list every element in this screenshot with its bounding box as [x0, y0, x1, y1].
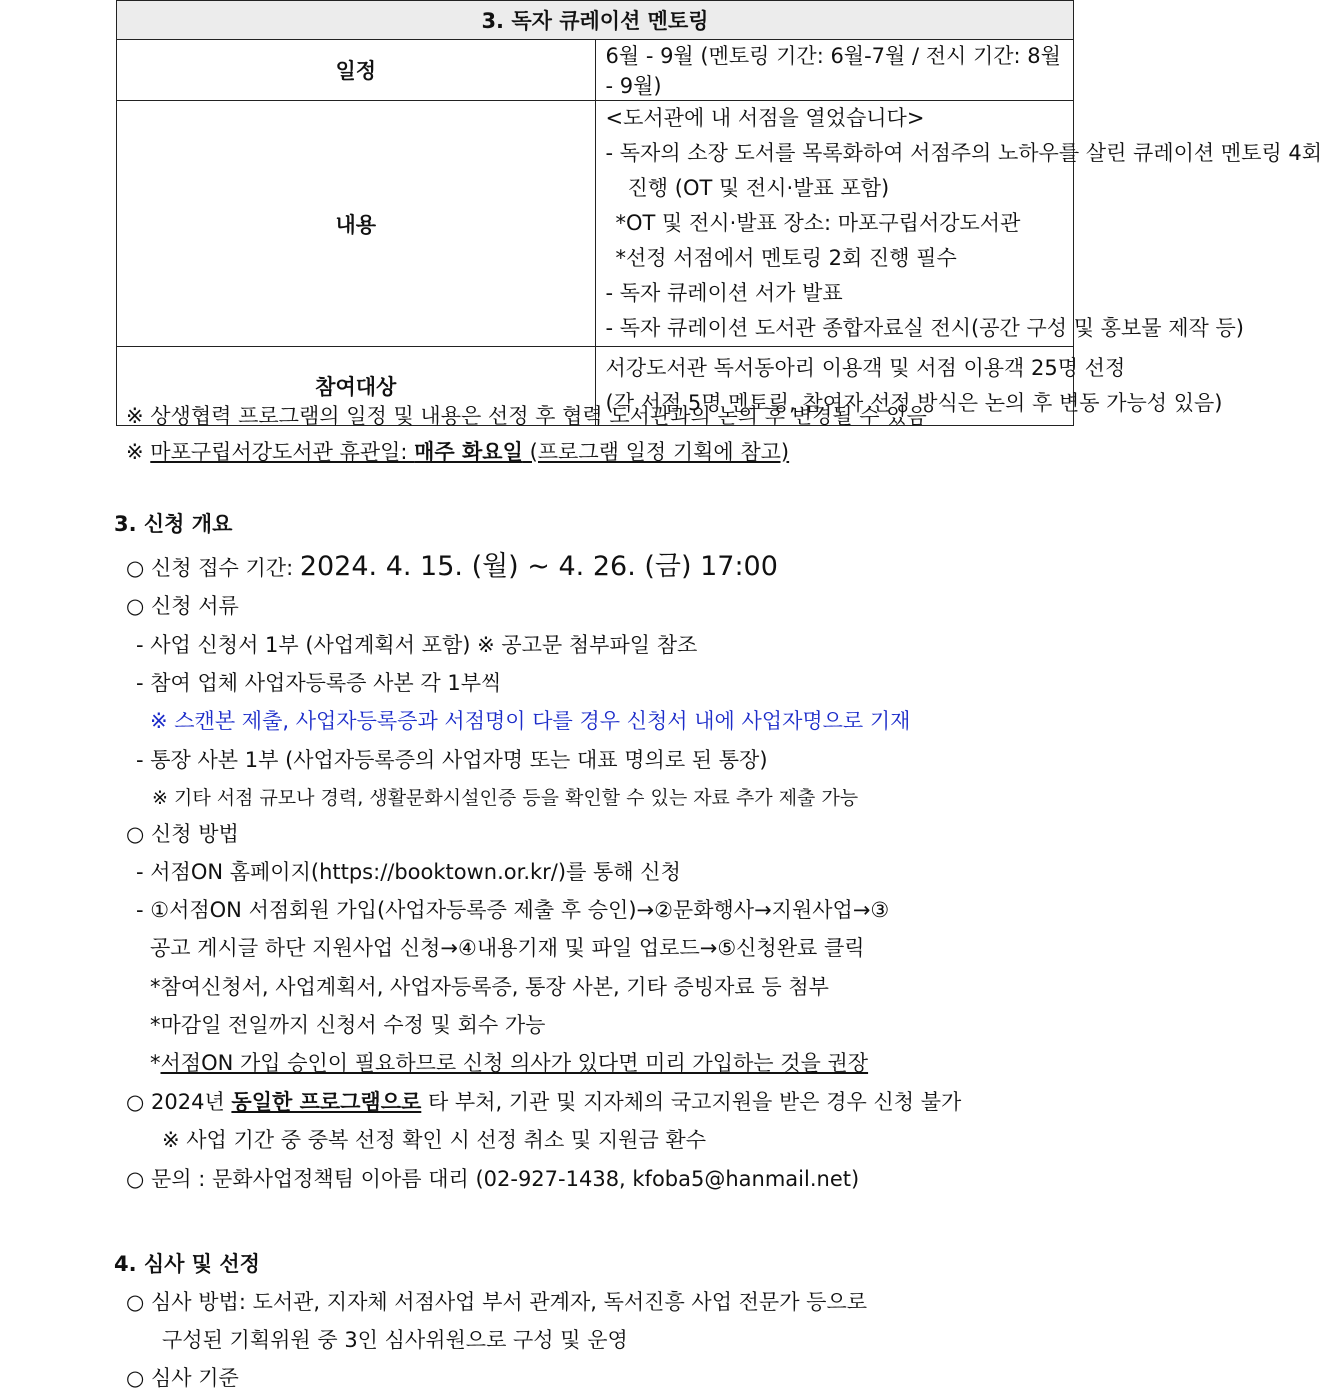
- review-method-cont: 구성된 기획위원 중 3인 심사위원으로 구성 및 운영: [162, 1328, 628, 1352]
- target-label: 참여대상: [117, 347, 596, 426]
- review-method: ○ 심사 방법: 도서관, 지자체 서점사업 부서 관계자, 독서진흥 사업 전문가 등으로: [126, 1290, 868, 1314]
- target-line: (각 서점 5명 멘토링, 참여자 선정 방식은 논의 후 변동 가능성 있음): [605, 391, 1223, 415]
- method-item: *마감일 전일까지 신청서 수정 및 회수 가능: [150, 1013, 546, 1037]
- content-line: - 독자 큐레이션 도서관 종합자료실 전시(공간 구성 및 홍보물 제작 등): [605, 316, 1244, 340]
- duplicate-restriction: ○ 2024년 동일한 프로그램으로 타 부처, 기관 및 지자체의 국고지원을 받은 경우 신청 불가: [126, 1090, 962, 1114]
- note-schedule-change: ※ 상생협력 프로그램의 일정 및 내용은 선정 후 협력 도서관과의 논의 후 변경될 수 있음: [126, 404, 927, 428]
- program-title: 3. 독자 큐레이션 멘토링: [117, 1, 1074, 40]
- application-period: ○ 신청 접수 기간: 2024. 4. 15. (월) ~ 4. 26. (금) 17:00: [126, 551, 778, 582]
- target-line: 서강도서관 독서동아리 이용객 및 서점 이용객 25명 선정: [605, 356, 1126, 380]
- schedule-label: 일정: [117, 40, 596, 101]
- review-criteria: ○ 심사 기준: [126, 1366, 239, 1390]
- contact-info: ○ 문의 : 문화사업정책팀 이아름 대리 (02-927-1438, kfoba5@hanmail.net): [126, 1167, 860, 1191]
- content-line: - 독자 큐레이션 서가 발표: [605, 281, 843, 305]
- content-line: *선정 서점에서 멘토링 2회 진행 필수: [615, 246, 957, 270]
- note-closed-day: ※ 마포구립서강도서관 휴관일: 매주 화요일 (프로그램 일정 기획에 참고): [126, 440, 790, 464]
- program-table: [116, 0, 1322, 426]
- method-item: - ①서점ON 서점회원 가입(사업자등록증 제출 후 승인)→②문화행사→지원사업→③: [136, 898, 890, 922]
- method-item: - 서점ON 홈페이지(https://booktown.or.kr/)를 통해 신청: [136, 860, 681, 884]
- section4-heading: 4. 심사 및 선정: [114, 1252, 260, 1276]
- doc-item: - 통장 사본 1부 (사업자등록증의 사업자명 또는 대표 명의로 된 통장): [136, 748, 768, 772]
- doc-item: - 사업 신청서 1부 (사업계획서 포함) ※ 공고문 첨부파일 참조: [136, 633, 698, 657]
- content-line: - 독자의 소장 도서를 목록화하여 서점주의 노하우를 살린 큐레이션 멘토링 4회: [605, 141, 1322, 165]
- section3-heading: 3. 신청 개요: [114, 512, 233, 536]
- doc-note: ※ 기타 서점 규모나 경력, 생활문화시설인증 등을 확인할 수 있는 자료 추가 제출 가능: [152, 787, 859, 809]
- schedule-value: 6월 - 9월 (멘토링 기간: 6월-7월 / 전시 기간: 8월 - 9월): [595, 40, 1074, 101]
- method-item: *참여신청서, 사업계획서, 사업자등록증, 통장 사본, 기타 증빙자료 등 첨부: [150, 975, 829, 999]
- content-cell: [595, 101, 1322, 347]
- docs-label: ○ 신청 서류: [126, 594, 239, 618]
- method-label: ○ 신청 방법: [126, 822, 239, 846]
- closed-day-text: 마포구립서강도서관 휴관일: 매주 화요일 (프로그램 일정 기획에 참고): [150, 440, 790, 464]
- content-label: 내용: [117, 101, 596, 347]
- application-period-value: 2024. 4. 15. (월) ~ 4. 26. (금) 17:00: [299, 551, 778, 582]
- doc-item: - 참여 업체 사업자등록증 사본 각 1부씩: [136, 671, 502, 695]
- content-line: <도서관에 내 서점을 열었습니다>: [605, 106, 925, 130]
- content-line: *OT 및 전시·발표 장소: 마포구립서강도서관: [615, 211, 1021, 235]
- duplicate-note: ※ 사업 기간 중 중복 선정 확인 시 선정 취소 및 지원금 환수: [162, 1128, 706, 1152]
- content-line: 진행 (OT 및 전시·발표 포함): [627, 176, 890, 200]
- doc-note-blue: ※ 스캔본 제출, 사업자등록증과 서점명이 다를 경우 신청서 내에 사업자명으로 기재: [150, 709, 911, 733]
- method-item: 공고 게시글 하단 지원사업 신청→④내용기재 및 파일 업로드→⑤신청완료 클릭: [150, 936, 865, 960]
- method-item: *서점ON 가입 승인이 필요하므로 신청 의사가 있다면 미리 가입하는 것을 권장: [150, 1051, 869, 1075]
